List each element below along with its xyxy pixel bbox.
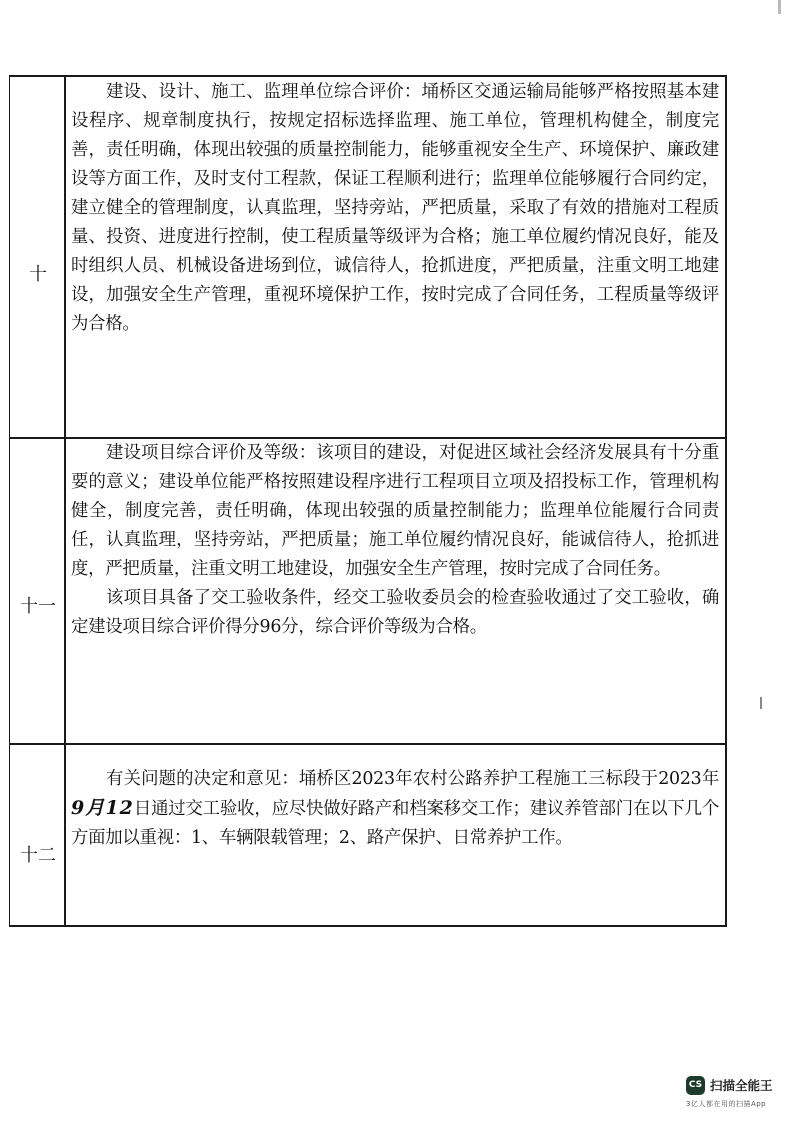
project-evaluation-paragraph: 建设项目综合评价及等级：该项目的建设，对促进区域社会经济发展具有十分重要的意义；建设单位能严格按照建设程序进行工程项目立项及招投标工作，管理机构健全，制度完善，责任明确，体现出较强的质量控制能力；监理单位能履行合同责任，认真监理，坚持旁站，严把质量；施工单位履约情况良好，能诚信待人，抢抓进度，严把质量，注重文明工地建设，加强安全生产管理，按时完成了合同任务。 [71,443,719,579]
decisions-text-after: 日通过交工验收，应尽快做好路产和档案移交工作；建议养管部门在以下几个方面加以重视：1、车辆限载管理；2、路产保护、日常养护工作。 [71,799,719,848]
scanner-watermark [686,1068,786,1110]
scan-edge-mark [778,0,781,14]
table-row-10 [10,77,725,439]
row-number-cell [10,745,66,925]
row-number: 十一 [20,596,56,617]
handwritten-date: 9月12 [71,797,134,819]
row-content-cell [66,439,725,743]
decisions-paragraph [71,765,719,853]
acceptance-result-paragraph: 该项目具备了交工验收条件，经交工验收委员会的检查验收通过了交工验收，确定建设项目综合评价得分96分，综合评价等级为合格。 [71,588,719,637]
row-number-cell [10,439,66,743]
decisions-text-before: 有关问题的决定和意见：埇桥区2023年农村公路养护工程施工三标段于2023年 [106,769,719,789]
row-number-cell [10,77,66,437]
row-number: 十二 [20,845,56,866]
watermark-name: 扫描全能王 [710,1078,773,1093]
row-content-cell [66,77,725,437]
watermark-tagline: 3亿人都在用的扫描App [686,1100,767,1108]
evaluation-table [9,75,727,927]
table-row-12 [10,745,725,925]
camscanner-logo-icon: CS [686,1076,705,1095]
row-number: 十 [29,264,47,285]
scan-edge-mark [760,697,762,709]
unit-evaluation-paragraph: 建设、设计、施工、监理单位综合评价：埇桥区交通运输局能够严格按照基本建设程序、规章制度执行，按规定招标选择监理、施工单位，管理机构健全，制度完善，责任明确，体现出较强的质量控制能力，能够重视安全生产、环境保护、廉政建设等方面工作，及时支付工程款，保证工程顺利进行；监理单位能够履行合同约定，建立健全的管理制度，认真监理，坚持旁站，严把质量，采取了有效的措施对工程质量、投资、进度进行控制，使工程质量等级评为合格；施工单位履约情况良好，能及时组织人员、机械设备进场到位，诚信待人，抢抓进度，严把质量，注重文明工地建设，加强安全生产管理，重视环境保护工作，按时完成了合同任务，工程质量等级评为合格。 [71,82,719,334]
row-content-cell [66,745,725,925]
table-row-11 [10,439,725,745]
